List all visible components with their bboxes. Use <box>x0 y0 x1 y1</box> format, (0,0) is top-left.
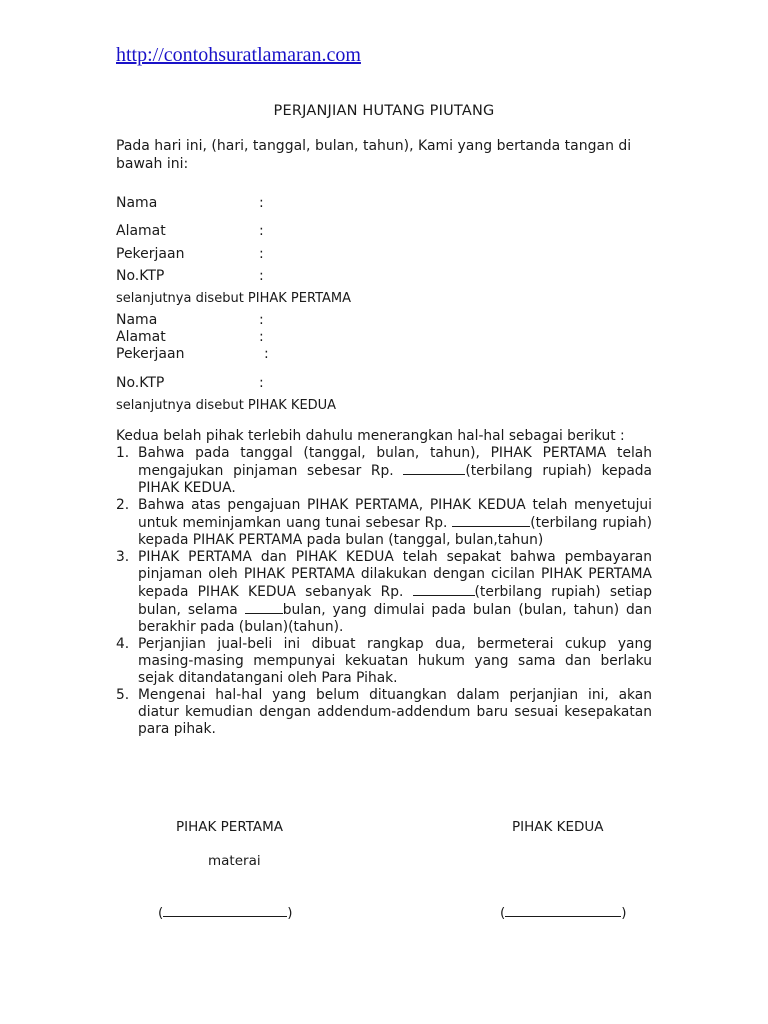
clause-text: (terbilang rupiah) setiap bulan, selama <box>138 584 652 618</box>
field-label: Alamat <box>116 329 166 345</box>
stamp-label: materai <box>208 853 261 869</box>
field-colon: : <box>259 375 264 391</box>
paren-close: ) <box>621 905 627 921</box>
signature-blank <box>505 904 621 917</box>
party1-field-nama <box>116 195 264 212</box>
field-colon: : <box>264 346 269 362</box>
amount-blank <box>452 514 530 527</box>
clause-item <box>116 636 652 687</box>
signature-line-left <box>158 904 293 921</box>
field-label: Alamat <box>116 223 166 239</box>
paren-close: ) <box>287 905 293 921</box>
party1-designation: selanjutnya disebut PIHAK PERTAMA <box>116 291 351 306</box>
clause-text: Perjanjian jual-beli ini dibuat rangkap dua, bermeterai cukup yang masing-masing mempunyai kekuatan hukum yang sama dan berlaku sejak ditandatangani oleh Para Pihak. <box>138 636 652 686</box>
field-label: Pekerjaan <box>116 246 185 262</box>
field-colon: : <box>259 329 264 345</box>
duration-blank <box>245 601 283 614</box>
clause-text: Bahwa atas pengajuan PIHAK PERTAMA, PIHAK KEDUA telah menyetujui untuk meminjamkan uang tunai sebesar Rp. <box>138 497 652 531</box>
party2-field-pekerjaan <box>116 346 269 363</box>
clause-number: 5. <box>116 687 130 703</box>
clause-number: 3. <box>116 549 130 565</box>
clause-number: 2. <box>116 497 130 513</box>
party1-field-noktp <box>116 268 264 285</box>
amount-blank <box>413 583 475 596</box>
field-colon: : <box>259 195 264 211</box>
party2-field-noktp <box>116 375 264 392</box>
field-label: No.KTP <box>116 268 165 284</box>
party2-field-alamat <box>116 329 264 346</box>
clause-text: (terbilang rupiah) kepada PIHAK PERTAMA pada bulan (tanggal, bulan,tahun) <box>138 515 653 548</box>
clause-item <box>116 687 652 738</box>
clause-text: bulan, yang dimulai pada bulan (bulan, tahun) dan berakhir pada (bulan)(tahun). <box>138 602 652 635</box>
field-label: Nama <box>116 312 158 328</box>
clause-text: Mengenai hal-hal yang belum dituangkan dalam perjanjian ini, akan diatur kemudian dengan addendum-addendum baru sesuai kesepakatan para pihak. <box>138 687 652 737</box>
paren-open: ( <box>500 905 506 921</box>
party1-field-pekerjaan <box>116 246 264 263</box>
agreement-body <box>116 428 652 738</box>
party2-designation: selanjutnya disebut PIHAK KEDUA <box>116 398 337 413</box>
party1-field-alamat <box>116 223 264 240</box>
clause-text: PIHAK PERTAMA dan PIHAK KEDUA telah sepakat bahwa pembayaran pinjaman oleh PIHAK PERTAMA dilakukan dengan cicilan PIHAK PERTAMA kepada PIHAK KEDUA sebanyak Rp. <box>138 549 652 600</box>
clause-number: 4. <box>116 636 130 652</box>
field-label: Nama <box>116 195 158 211</box>
field-colon: : <box>259 268 264 284</box>
document-title: PERJANJIAN HUTANG PIUTANG <box>273 103 495 119</box>
clause-number: 1. <box>116 445 130 461</box>
intro-paragraph: Pada hari ini, (hari, tanggal, bulan, tahun), Kami yang bertanda tangan di bawah ini: <box>116 138 632 172</box>
field-colon: : <box>259 223 264 239</box>
clause-text: (terbilang rupiah) kepada PIHAK KEDUA. <box>138 463 653 496</box>
paren-open: ( <box>158 905 164 921</box>
signature-blank <box>163 904 287 917</box>
signature-line-right <box>500 904 627 921</box>
signature-label-right: PIHAK KEDUA <box>512 819 604 835</box>
field-label: Pekerjaan <box>116 346 185 362</box>
field-label: No.KTP <box>116 375 165 391</box>
clause-text: Bahwa pada tanggal (tanggal, bulan, tahun), PIHAK PERTAMA telah mengajukan pinjaman sebesar Rp. <box>138 445 652 479</box>
clause-list <box>116 445 652 738</box>
signature-label-left: PIHAK PERTAMA <box>176 819 284 835</box>
amount-blank <box>403 462 465 475</box>
clause-item <box>116 549 652 636</box>
field-colon: : <box>259 312 264 328</box>
preamble: Kedua belah pihak terlebih dahulu menerangkan hal-hal sebagai berikut : <box>116 428 625 444</box>
clause-item <box>116 497 652 549</box>
party2-field-nama <box>116 312 264 329</box>
source-link[interactable]: http://contohsuratlamaran.com <box>116 44 361 66</box>
field-colon: : <box>259 246 264 262</box>
clause-item <box>116 445 652 497</box>
